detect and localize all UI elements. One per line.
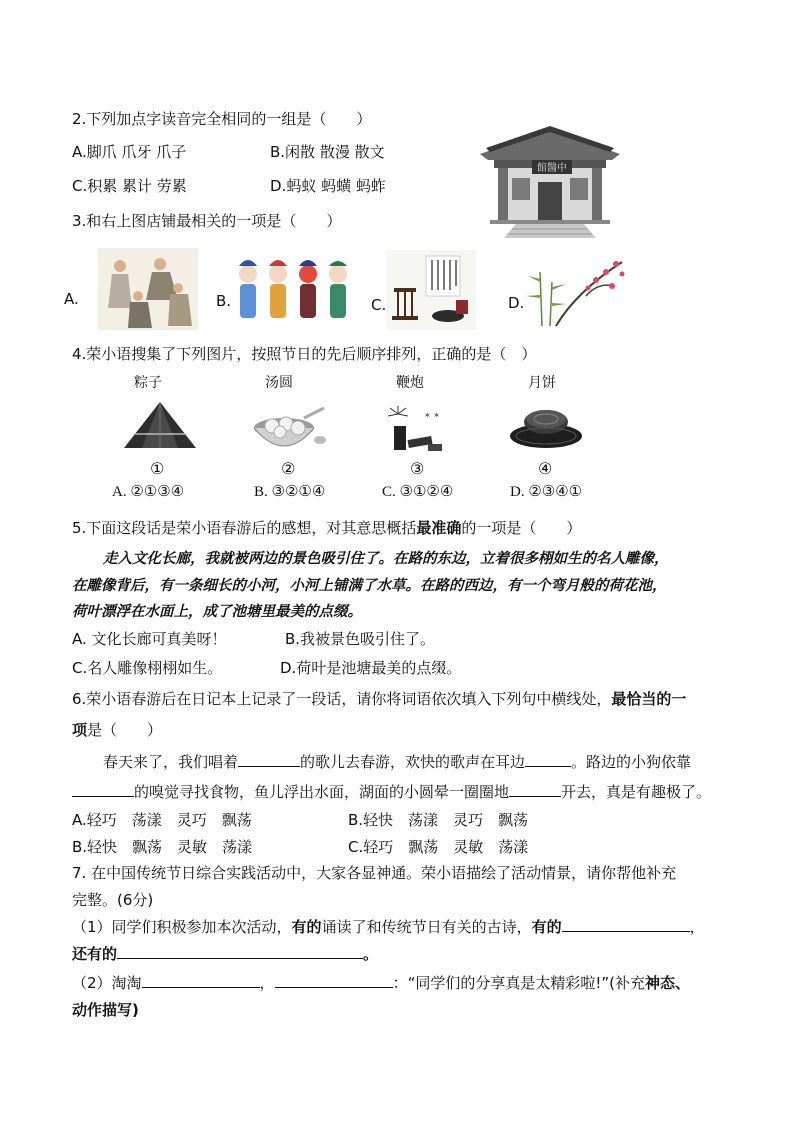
q6-stem-line-2: 项是（ ） (72, 721, 163, 739)
q6-option-b: B.轻快 荡漾 灵巧 飘荡 (348, 811, 529, 829)
q3-stem: 3.和右上图店铺最相关的一项是（ ） (72, 212, 342, 230)
q4-item-name-3: 鞭炮 (396, 375, 424, 391)
opera-figures-image (234, 254, 358, 324)
q5-option-d: D.荷叶是池塘最美的点缀。 (280, 659, 462, 677)
q7-blank-4[interactable] (275, 973, 393, 988)
q5-passage-line-3: 荷叶漂浮在水面上，成了池塘里最美的点缀。 (72, 603, 362, 620)
q4-option-b: B. ③②①④ (254, 484, 326, 500)
q4-option-c: C. ③①②④ (382, 484, 454, 500)
q2-option-d: D.蚂蚁 蚂蟥 蚂蚱 (270, 177, 386, 195)
svg-text:✶ ✶: ✶ ✶ (424, 411, 440, 420)
q6-paragraph-line-2: 的嗅觉寻找食物，鱼儿浮出水面，湖面的小圆晕一圈圈地 开去，真是有趣极了。 (72, 781, 711, 802)
q4-num-2: ② (281, 459, 296, 478)
q6-stem-line-1: 6.荣小语春游后在日记本上记录了一段话，请你将词语依次填入下列句中横线处，最恰当的一 (72, 690, 687, 708)
q4-item-name-4: 月饼 (528, 375, 556, 391)
q4-stem: 4.荣小语搜集了下列图片，按照节日的先后顺序排列，正确的是（ ） (72, 345, 537, 363)
q6-option-a: A.轻巧 荡漾 灵巧 飘荡 (72, 811, 252, 829)
tangyuan-image (248, 400, 328, 458)
q4-num-1: ① (150, 459, 165, 478)
q7-stem-line-1: 7. 在中国传统节日综合实践活动中，大家各显神通。荣小语描绘了活动情景，请你帮他补充 (72, 864, 677, 882)
hall-sign-text: 館醫中 (537, 163, 567, 174)
q6-blank-1[interactable] (238, 752, 300, 767)
zongzi-image (120, 398, 200, 456)
q4-option-a: A. ②①③④ (112, 484, 185, 500)
q2-option-a: A.脚爪 爪牙 爪子 (72, 143, 187, 161)
q6-option-c: C.轻巧 飘荡 灵敏 荡漾 (348, 838, 529, 856)
q7-blank-3[interactable] (142, 973, 260, 988)
q6-blank-2[interactable] (525, 752, 571, 767)
q4-num-3: ③ (410, 459, 425, 478)
q4-num-4: ④ (538, 459, 553, 478)
q6-blank-4[interactable] (509, 782, 561, 797)
q7-sentence-1: （1）同学们积极参加本次活动，有的诵读了和传统节日有关的古诗，有的 ， (72, 918, 705, 936)
mooncake-image (508, 402, 584, 454)
doctor-scene-image (98, 248, 198, 330)
q2-stem: 2.下列加点字读音完全相同的一组是（ ） (72, 110, 372, 128)
q5-passage-line-2: 在雕像背后，有一条细长的小河，小河上铺满了水草。在路的西边，有一个弯月般的荷花池， (72, 577, 667, 594)
plum-bamboo-image (526, 252, 630, 326)
q2-option-b: B.闲散 散漫 散文 (270, 143, 385, 161)
q3-letter-a: A. (64, 290, 79, 308)
q2-option-c: C.积累 累计 劳累 (72, 177, 187, 195)
q5-passage-line-1: 走入文化长廊，我就被两边的景色吸引住了。在路的东边，立着很多栩如生的名人雕像， (103, 550, 669, 567)
q7-blank-2[interactable] (117, 944, 363, 959)
firecracker-image (384, 404, 450, 456)
q4-option-d: D. ②③④① (510, 484, 583, 500)
q6-option-b2: B.轻快 飘荡 灵敏 荡漾 (72, 838, 253, 856)
q7-sentence-3: （2）淘淘 ， ：“同学们的分享真是太精彩啦!”(补充神态、 (72, 974, 690, 992)
q3-letter-d: D. (508, 294, 525, 312)
q3-letter-c: C. (371, 296, 387, 314)
medicine-hall-image (476, 126, 624, 238)
q6-paragraph-line-1: 春天来了，我们唱着 的歌儿去春游，欢快的歌声在耳边 。路边的小狗依靠 (103, 753, 692, 771)
q7-stem-line-2: 完整。(6分) (72, 891, 154, 909)
q5-option-c: C.名人雕像栩栩如生。 (72, 659, 223, 677)
q4-item-name-1: 粽子 (134, 375, 162, 391)
q5-option-a: A. 文化长廊可真美呀！ (72, 630, 227, 648)
q3-letter-b: B. (216, 292, 232, 310)
q5-option-b: B.我被景色吸引住了。 (285, 630, 436, 648)
q7-sentence-4: 动作描写) (72, 1001, 139, 1019)
calligraphy-tools-image (386, 250, 476, 330)
q5-stem: 5.下面这段话是荣小语春游后的感想，对其意思概括最准确的一项是（ ） (72, 519, 582, 537)
q6-blank-3[interactable] (72, 782, 134, 797)
q7-blank-1[interactable] (562, 917, 690, 932)
q7-sentence-2: 还有的 。 (72, 945, 379, 963)
q4-item-name-2: 汤圆 (265, 375, 293, 391)
